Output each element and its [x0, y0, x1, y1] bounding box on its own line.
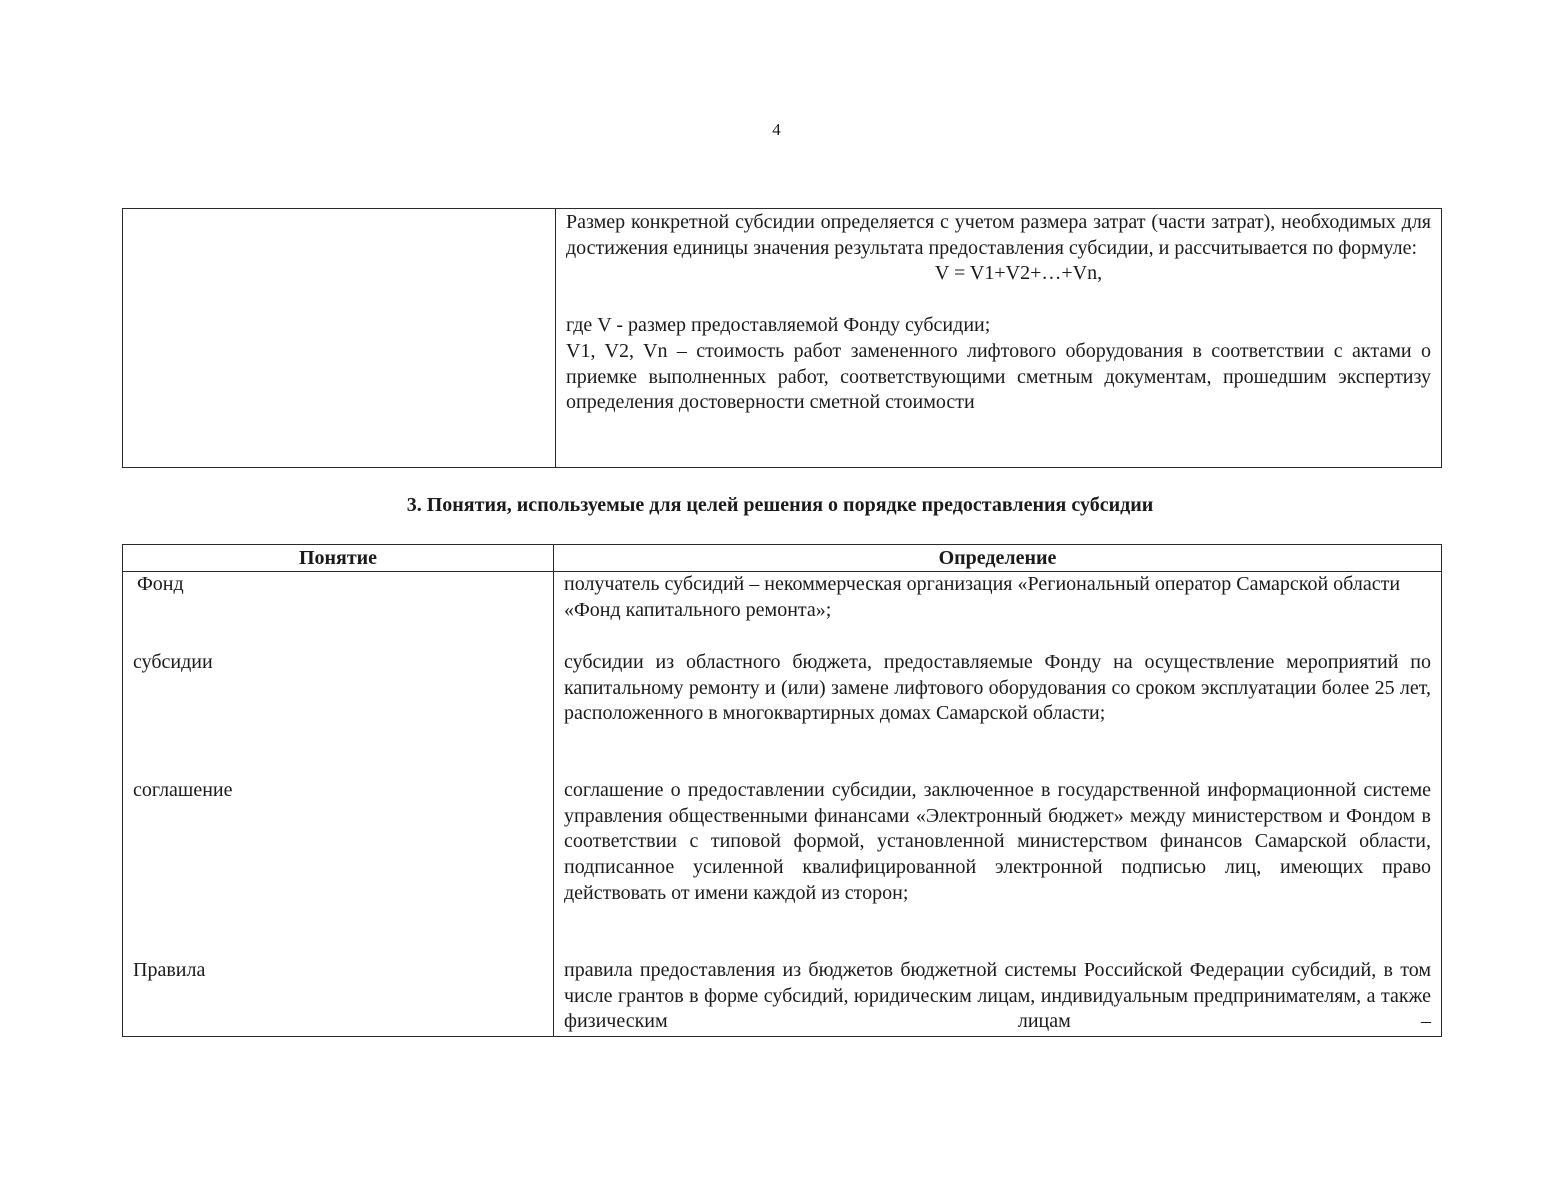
header-definition: Определение [554, 545, 1442, 572]
definition-text: правила предоставления из бюджетов бюджетной системы Российской Федерации субсидий, в том числе грантов в форме субсидий, юридическим лицам, индивидуальным предпринимателям, а также физическим лицам – [564, 959, 1431, 1033]
definition-text: соглашение о предоставлении субсидии, заключенное в государственной информационной системе управления общественными финансами «Электронный бюджет» между министерством и Фондом в соответствии с типовой формой, установленной министерством финансов Самарской области, подписанное усиленной квалифицированной электронной подписью лиц, имеющих право действовать от имени каждой из сторон; [564, 779, 1431, 904]
header-term: Понятие [123, 545, 554, 572]
definition-text: субсидии из областного бюджета, предоставляемые Фонду на осуществление мероприятий по капитальному ремонту и (или) замене лифтового оборудования со сроком эксплуатации более 25 лет, расположенного в многоквартирных домах Самарской области; [564, 651, 1431, 725]
table-row [123, 572, 1442, 651]
empty-left-cell [123, 209, 556, 468]
definitions-table [122, 544, 1442, 1037]
term-cell: соглашение [123, 778, 554, 958]
definition-text: получатель субсидий – некоммерческая организация «Региональный оператор Самарской области «Фонд капитального ремонта»; [564, 573, 1401, 621]
table-row [123, 650, 1442, 778]
subsidy-formula-table [122, 208, 1442, 468]
section-title: 3. Понятия, используемые для целей решения о порядке предоставления субсидии [406, 494, 1154, 516]
table-row [123, 778, 1442, 958]
page-number: 4 [772, 120, 781, 139]
definition-cell [554, 778, 1442, 958]
term-cell: Фонд [123, 572, 554, 651]
definition-cell [554, 572, 1442, 651]
subsidy-size-paragraph: Размер конкретной субсидии определяется с учетом размера затрат (части затрат), необходимых для достижения единицы значения результата предоставления субсидии, и рассчитывается по формуле: [566, 211, 1431, 259]
definition-cell [554, 650, 1442, 778]
formula-cell [556, 209, 1442, 468]
table-row [123, 958, 1442, 1037]
term-cell: субсидии [123, 650, 554, 778]
formula-vn-definition: V1, V2, Vn – стоимость работ замененного лифтового оборудования в соответствии с актами о приемке выполненных работ, соответствующими сметным документам, прошедшим экспертизу определения достоверности сметной стоимости [566, 339, 1431, 414]
definition-cell [554, 958, 1442, 1037]
term-cell: Правила [123, 958, 554, 1037]
formula-v-definition: где V - размер предоставляемой Фонду субсидии; [566, 314, 991, 337]
subsidy-formula: V = V1+V2+…+Vn, [934, 262, 1103, 285]
